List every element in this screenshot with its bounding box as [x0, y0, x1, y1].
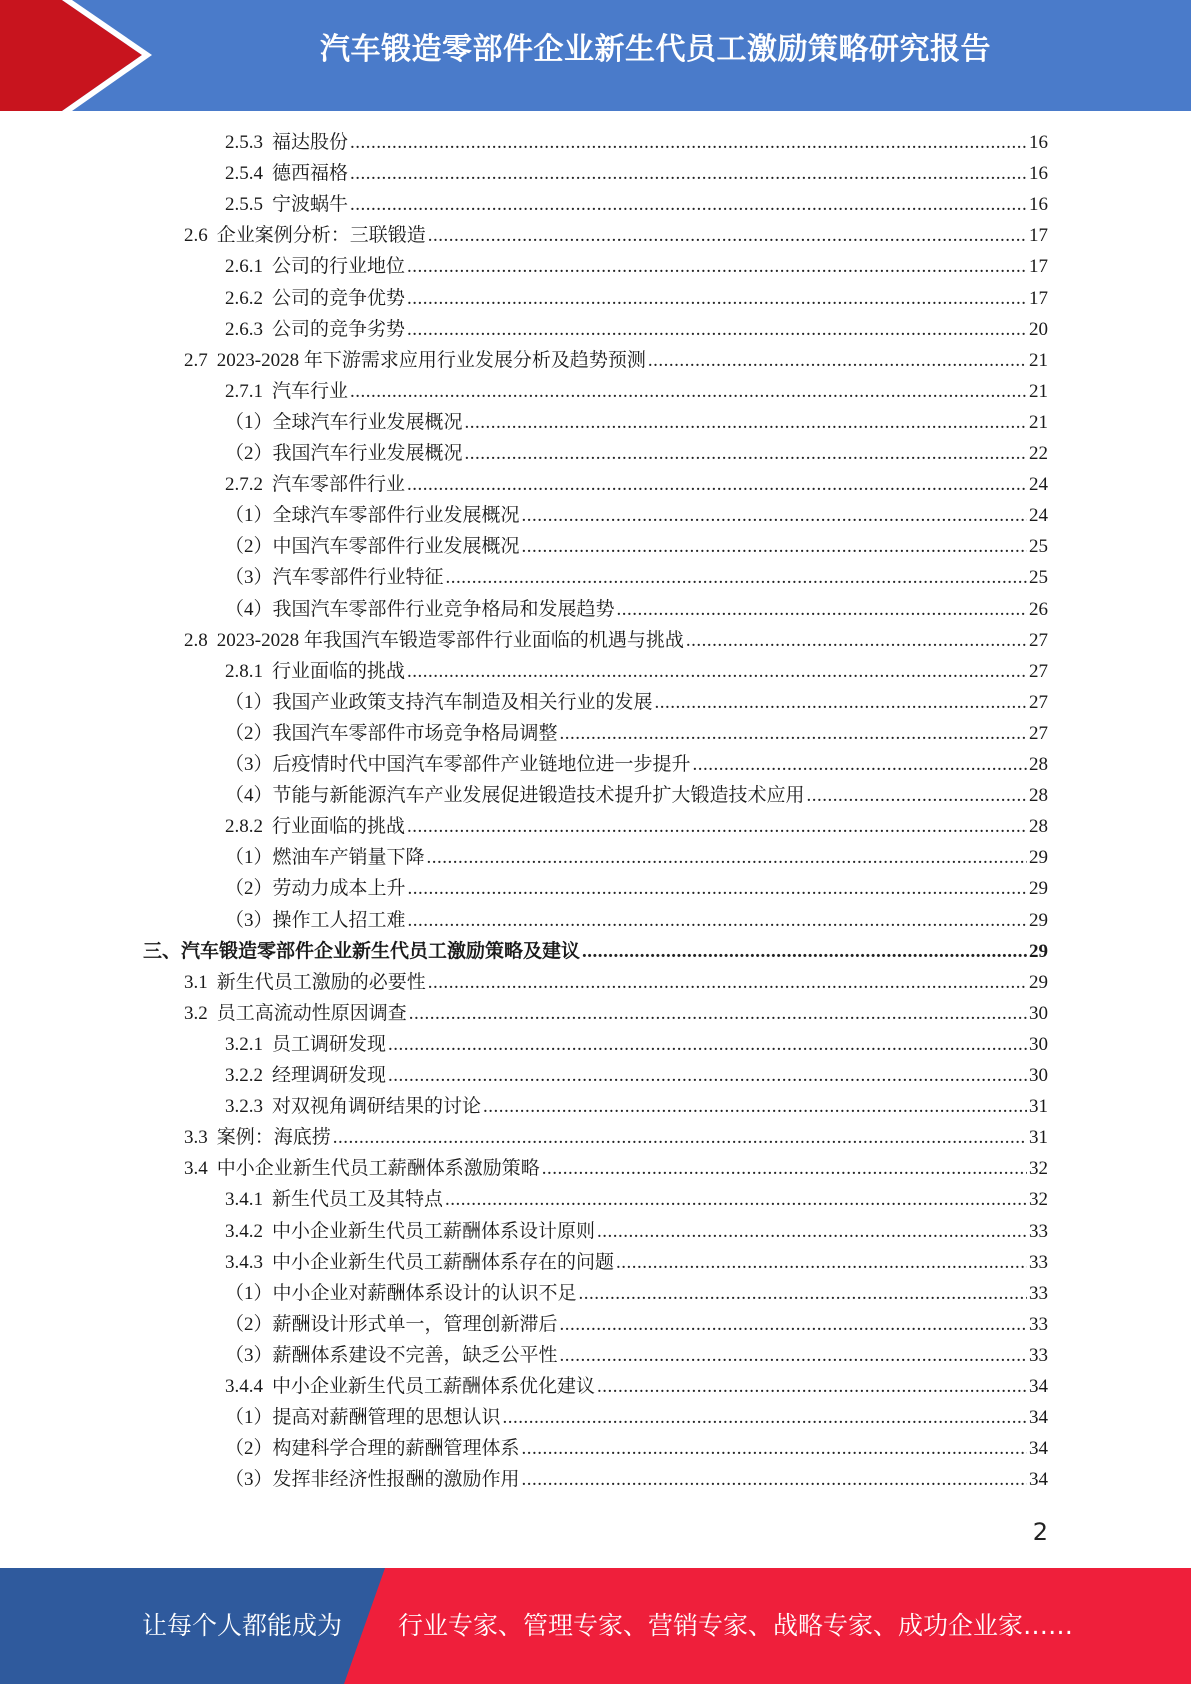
toc-entry-title: 汽车行业 [272, 380, 349, 402]
toc-entry-page: 21 [1029, 349, 1048, 371]
toc-entry[interactable] [184, 625, 1048, 656]
toc-entry-page: 24 [1029, 474, 1048, 496]
toc-dot-leader [522, 1433, 1027, 1464]
toc-entry[interactable] [225, 1029, 1048, 1060]
toc-dot-leader [465, 407, 1027, 438]
toc-entry-title: 全球汽车行业发展概况 [272, 411, 463, 433]
toc-entry-page: 21 [1029, 380, 1048, 402]
toc-dot-leader [407, 251, 1027, 282]
toc-entry[interactable] [225, 842, 1048, 873]
toc-entry[interactable] [225, 1340, 1048, 1371]
toc-entry-number: 3.2.2 [225, 1065, 263, 1086]
toc-entry-title: 我国汽车零部件行业竞争格局和发展趋势 [272, 598, 615, 620]
toc-entry[interactable] [225, 1184, 1048, 1215]
toc-dot-leader [503, 1402, 1027, 1433]
toc-entry[interactable] [184, 220, 1048, 251]
toc-dot-leader [648, 345, 1027, 376]
toc-dot-leader [407, 314, 1027, 345]
toc-entry-title: 德西福格 [272, 163, 349, 185]
toc-entry[interactable] [225, 656, 1048, 687]
toc-entry[interactable] [225, 1278, 1048, 1309]
header-red-arrow-shape [0, 0, 160, 111]
toc-entry-page: 27 [1029, 660, 1048, 682]
toc-entry[interactable] [184, 345, 1048, 376]
toc-entry-title: 发挥非经济性报酬的激励作用 [272, 1469, 520, 1491]
toc-dot-leader [522, 500, 1027, 531]
toc-dot-leader [428, 967, 1027, 998]
toc-entry-number: （4） [225, 785, 273, 807]
toc-entry-page: 26 [1029, 598, 1048, 620]
page-footer [0, 1568, 1191, 1684]
toc-entry[interactable] [225, 1060, 1048, 1091]
toc-entry-title: 汽车零部件行业特征 [272, 567, 444, 589]
toc-dot-leader [407, 283, 1027, 314]
toc-dot-leader [408, 873, 1027, 904]
toc-dot-leader [407, 811, 1027, 842]
toc-entry-number: 2.5.4 [225, 163, 263, 185]
toc-entry-page: 16 [1029, 194, 1048, 216]
toc-entry-number: 2.6.2 [225, 287, 263, 309]
toc-dot-leader [408, 905, 1027, 936]
toc-entry[interactable] [225, 189, 1048, 220]
toc-entry-page: 17 [1029, 225, 1048, 247]
toc-entry-number: （2） [225, 443, 273, 464]
toc-entry[interactable] [225, 1309, 1048, 1340]
toc-dot-leader [333, 1122, 1027, 1153]
toc-entry-title: 中小企业新生代员工薪酬体系设计原则 [272, 1220, 596, 1242]
toc-dot-leader [560, 718, 1027, 749]
toc-entry-number: 三、 [143, 940, 182, 962]
toc-entry-title: 节能与新能源汽车产业发展促进锻造技术提升扩大锻造技术应用 [272, 785, 805, 807]
toc-dot-leader [686, 625, 1027, 656]
toc-entry[interactable] [225, 251, 1048, 282]
toc-entry-number: 3.4.4 [225, 1376, 263, 1397]
toc-entry-page: 27 [1029, 629, 1048, 651]
footer-slogan-left: 让每个人都能成为 [142, 1611, 343, 1640]
toc-entry-page: 32 [1029, 1158, 1048, 1180]
toc-dot-leader [655, 687, 1027, 718]
toc-entry-number: 3.4.3 [225, 1251, 263, 1273]
toc-entry-number: 3.4.2 [225, 1220, 263, 1242]
toc-entry[interactable] [184, 1153, 1048, 1184]
toc-entry-number: （1） [225, 411, 273, 433]
toc-dot-leader [350, 376, 1027, 407]
toc-entry-page: 30 [1029, 1002, 1048, 1024]
toc-entry[interactable] [143, 936, 1048, 967]
toc-entry-title: 我国汽车零部件市场竞争格局调整 [272, 722, 558, 744]
toc-entry-title: 福达股份 [272, 132, 349, 153]
toc-entry-number: 2.8 [184, 629, 208, 651]
toc-dot-leader [560, 1309, 1027, 1340]
toc-entry-title: 对双视角调研结果的讨论 [272, 1096, 482, 1118]
toc-entry[interactable] [225, 1247, 1048, 1278]
toc-entry[interactable] [225, 158, 1048, 189]
toc-entry-number: 2.6 [184, 225, 208, 247]
toc-entry-number: 2.7.2 [225, 474, 263, 496]
toc-entry-title: 提高对薪酬管理的思想认识 [272, 1407, 501, 1429]
toc-entry-title: 薪酬设计形式单一，管理创新滞后 [272, 1313, 558, 1335]
toc-entry-number: 2.6.1 [225, 256, 263, 278]
toc-dot-leader [409, 998, 1027, 1029]
toc-entry-title: 行业面临的挑战 [272, 660, 406, 682]
toc-entry-title: 员工调研发现 [272, 1033, 387, 1055]
toc-entry-title: 劳动力成本上升 [272, 878, 406, 900]
toc-dot-leader [597, 1216, 1027, 1247]
toc-entry-title: 全球汽车零部件行业发展概况 [272, 505, 520, 527]
toc-entry-number: （3） [225, 909, 273, 931]
toc-entry-page: 27 [1029, 722, 1048, 744]
toc-entry[interactable] [225, 531, 1048, 562]
toc-entry-page: 33 [1029, 1313, 1048, 1335]
toc-dot-leader [522, 531, 1027, 562]
toc-dot-leader [428, 220, 1027, 251]
toc-entry-title: 案例：海底捞 [216, 1127, 331, 1149]
toc-entry-page: 31 [1029, 1096, 1048, 1118]
page-number: 2 [1032, 1518, 1048, 1546]
toc-entry-page: 25 [1029, 536, 1048, 558]
toc-entry[interactable] [225, 376, 1048, 407]
toc-entry-number: （2） [225, 878, 273, 900]
toc-entry[interactable] [225, 1216, 1048, 1247]
toc-entry-page: 16 [1029, 132, 1048, 153]
toc-dot-leader [465, 438, 1027, 469]
toc-dot-leader [350, 158, 1027, 189]
toc-entry-number: （1） [225, 847, 273, 869]
toc-entry[interactable] [225, 407, 1048, 438]
toc-entry-page: 34 [1029, 1376, 1048, 1397]
toc-entry-number: （1） [225, 1282, 273, 1304]
toc-entry-number: 3.4 [184, 1158, 208, 1180]
toc-entry-title: 构建科学合理的薪酬管理体系 [272, 1438, 520, 1460]
toc-entry[interactable] [184, 967, 1048, 998]
toc-entry-title: 中小企业对薪酬体系设计的认识不足 [272, 1282, 577, 1304]
toc-entry-title: 公司的行业地位 [272, 256, 406, 278]
footer-slogan-right: 行业专家、管理专家、营销专家、战略专家、成功企业家…… [398, 1611, 1074, 1640]
toc-entry-title: 操作工人招工难 [272, 909, 406, 931]
toc-entry[interactable] [225, 314, 1048, 345]
toc-entry-number: 3.2.3 [225, 1096, 263, 1118]
toc-entry-page: 31 [1029, 1127, 1048, 1149]
toc-entry-number: 2.7 [184, 349, 208, 371]
toc-entry[interactable] [225, 1464, 1048, 1495]
toc-entry-title: 新生代员工激励的必要性 [216, 971, 426, 993]
page-header [0, 0, 1191, 111]
toc-entry-number: 3.3 [184, 1127, 208, 1149]
toc-entry[interactable] [225, 873, 1048, 904]
toc-dot-leader [693, 749, 1027, 780]
toc-entry-page: 28 [1029, 816, 1048, 838]
toc-entry-title: 公司的竞争劣势 [272, 318, 406, 340]
toc-entry-page: 30 [1029, 1065, 1048, 1086]
toc-dot-leader [445, 1184, 1027, 1215]
toc-entry-page: 34 [1029, 1469, 1048, 1491]
toc-dot-leader [427, 842, 1027, 873]
toc-entry-title: 新生代员工及其特点 [272, 1189, 444, 1211]
toc-entry-title: 中小企业新生代员工薪酬体系优化建议 [272, 1376, 596, 1397]
toc-entry-number: （3） [225, 754, 273, 775]
toc-dot-leader [407, 656, 1027, 687]
toc-entry[interactable] [225, 1402, 1048, 1433]
toc-entry-title: 经理调研发现 [272, 1065, 387, 1086]
toc-entry[interactable] [225, 780, 1048, 811]
toc-entry-number: （1） [225, 1407, 273, 1429]
toc-dot-leader [522, 1464, 1027, 1495]
toc-entry-title: 汽车锻造零部件企业新生代员工激励策略及建议 [181, 940, 581, 962]
toc-entry-page: 22 [1029, 443, 1048, 464]
toc-entry-number: 3.2 [184, 1002, 208, 1024]
toc-dot-leader [579, 1278, 1027, 1309]
toc-entry-page: 21 [1029, 411, 1048, 433]
toc-entry-page: 34 [1029, 1438, 1048, 1460]
toc-entry-page: 29 [1029, 940, 1048, 962]
toc-entry-title: 后疫情时代中国汽车零部件产业链地位进一步提升 [272, 754, 691, 775]
toc-entry-page: 29 [1029, 878, 1048, 900]
toc-entry[interactable] [225, 905, 1048, 936]
toc-dot-leader [388, 1029, 1027, 1060]
toc-entry-number: （3） [225, 1344, 273, 1366]
toc-entry-page: 33 [1029, 1220, 1048, 1242]
toc-entry-title: 员工高流动性原因调查 [216, 1002, 407, 1024]
toc-entry[interactable] [225, 1371, 1048, 1402]
toc-entry-page: 17 [1029, 256, 1048, 278]
toc-entry-page: 34 [1029, 1407, 1048, 1429]
toc-entry-number: （2） [225, 1438, 273, 1460]
toc-entry-number: 2.8.2 [225, 816, 263, 838]
toc-entry[interactable] [225, 127, 1048, 158]
toc-entry-number: （3） [225, 1469, 273, 1491]
toc-entry[interactable] [225, 438, 1048, 469]
toc-entry-title: 宁波蜗牛 [272, 194, 349, 216]
toc-entry-page: 33 [1029, 1251, 1048, 1273]
toc-entry-title: 企业案例分析：三联锻造 [216, 225, 426, 247]
toc-dot-leader [542, 1153, 1027, 1184]
toc-dot-leader [483, 1091, 1027, 1122]
toc-entry-page: 28 [1029, 754, 1048, 775]
toc-entry[interactable] [225, 283, 1048, 314]
toc-entry-number: 3.2.1 [225, 1033, 263, 1055]
toc-entry[interactable] [225, 500, 1048, 531]
toc-entry-title: 中小企业新生代员工薪酬体系存在的问题 [272, 1251, 615, 1273]
toc-entry-number: 2.5.3 [225, 132, 263, 153]
toc-entry-page: 32 [1029, 1189, 1048, 1211]
toc-entry[interactable] [184, 1122, 1048, 1153]
toc-entry-number: 2.6.3 [225, 318, 263, 340]
toc-entry[interactable] [225, 718, 1048, 749]
toc-entry[interactable] [225, 469, 1048, 500]
toc-entry-number: （3） [225, 567, 273, 589]
toc-entry-number: （2） [225, 536, 273, 558]
toc-dot-leader [807, 780, 1027, 811]
toc-entry-page: 25 [1029, 567, 1048, 589]
toc-entry-page: 17 [1029, 287, 1048, 309]
toc-entry-number: 3.4.1 [225, 1189, 263, 1211]
toc-entry-title: 汽车零部件行业 [272, 474, 406, 496]
toc-entry[interactable] [225, 594, 1048, 625]
toc-entry-number: （4） [225, 598, 273, 620]
toc-entry-page: 28 [1029, 785, 1048, 807]
toc-entry-page: 27 [1029, 691, 1048, 713]
toc-dot-leader [407, 469, 1027, 500]
toc-entry[interactable] [184, 998, 1048, 1029]
toc-dot-leader [597, 1371, 1027, 1402]
toc-entry-page: 33 [1029, 1282, 1048, 1304]
toc-entry-page: 30 [1029, 1033, 1048, 1055]
toc-entry-title: 薪酬体系建设不完善，缺乏公平性 [272, 1344, 558, 1366]
toc-entry-number: （2） [225, 1313, 273, 1335]
toc-entry[interactable] [225, 1091, 1048, 1122]
toc-dot-leader [350, 127, 1027, 158]
toc-dot-leader [350, 189, 1027, 220]
toc-entry-page: 24 [1029, 505, 1048, 527]
toc-entry-title: 2023-2028 年我国汽车锻造零部件行业面临的机遇与挑战 [216, 629, 684, 651]
toc-entry-page: 20 [1029, 318, 1048, 340]
toc-entry-title: 我国汽车行业发展概况 [272, 443, 463, 464]
toc-entry-title: 我国产业政策支持汽车制造及相关行业的发展 [272, 691, 653, 713]
toc-entry-title: 2023-2028 年下游需求应用行业发展分析及趋势预测 [216, 349, 646, 371]
toc-dot-leader [582, 936, 1027, 967]
toc-entry-title: 行业面临的挑战 [272, 816, 406, 838]
toc-entry-title: 公司的竞争优势 [272, 287, 406, 309]
toc-entry-number: 2.5.5 [225, 194, 263, 216]
toc-entry[interactable] [225, 811, 1048, 842]
toc-entry-title: 燃油车产销量下降 [272, 847, 425, 869]
toc-entry-number: （1） [225, 691, 273, 713]
toc-dot-leader [560, 1340, 1027, 1371]
toc-entry[interactable] [225, 1433, 1048, 1464]
toc-entry-page: 33 [1029, 1344, 1048, 1366]
toc-entry-page: 29 [1029, 909, 1048, 931]
toc-entry-page: 29 [1029, 971, 1048, 993]
toc-dot-leader [617, 594, 1027, 625]
toc-entry-title: 中小企业新生代员工薪酬体系激励策略 [216, 1158, 540, 1180]
toc-entry-page: 16 [1029, 163, 1048, 185]
toc-entry-number: （1） [225, 505, 273, 527]
toc-dot-leader [616, 1247, 1027, 1278]
toc-dot-leader [446, 562, 1027, 593]
toc-entry[interactable] [225, 749, 1048, 780]
toc-entry[interactable] [225, 562, 1048, 593]
toc-entry-number: （2） [225, 722, 273, 744]
toc-entry[interactable] [225, 687, 1048, 718]
toc-dot-leader [388, 1060, 1027, 1091]
report-title: 汽车锻造零部件企业新生代员工激励策略研究报告 [320, 32, 991, 67]
toc-entry-title: 中国汽车零部件行业发展概况 [272, 536, 520, 558]
toc-entry-page: 29 [1029, 847, 1048, 869]
toc-entry-number: 2.8.1 [225, 660, 263, 682]
toc-entry-number: 2.7.1 [225, 380, 263, 402]
toc-entry-number: 3.1 [184, 971, 208, 993]
